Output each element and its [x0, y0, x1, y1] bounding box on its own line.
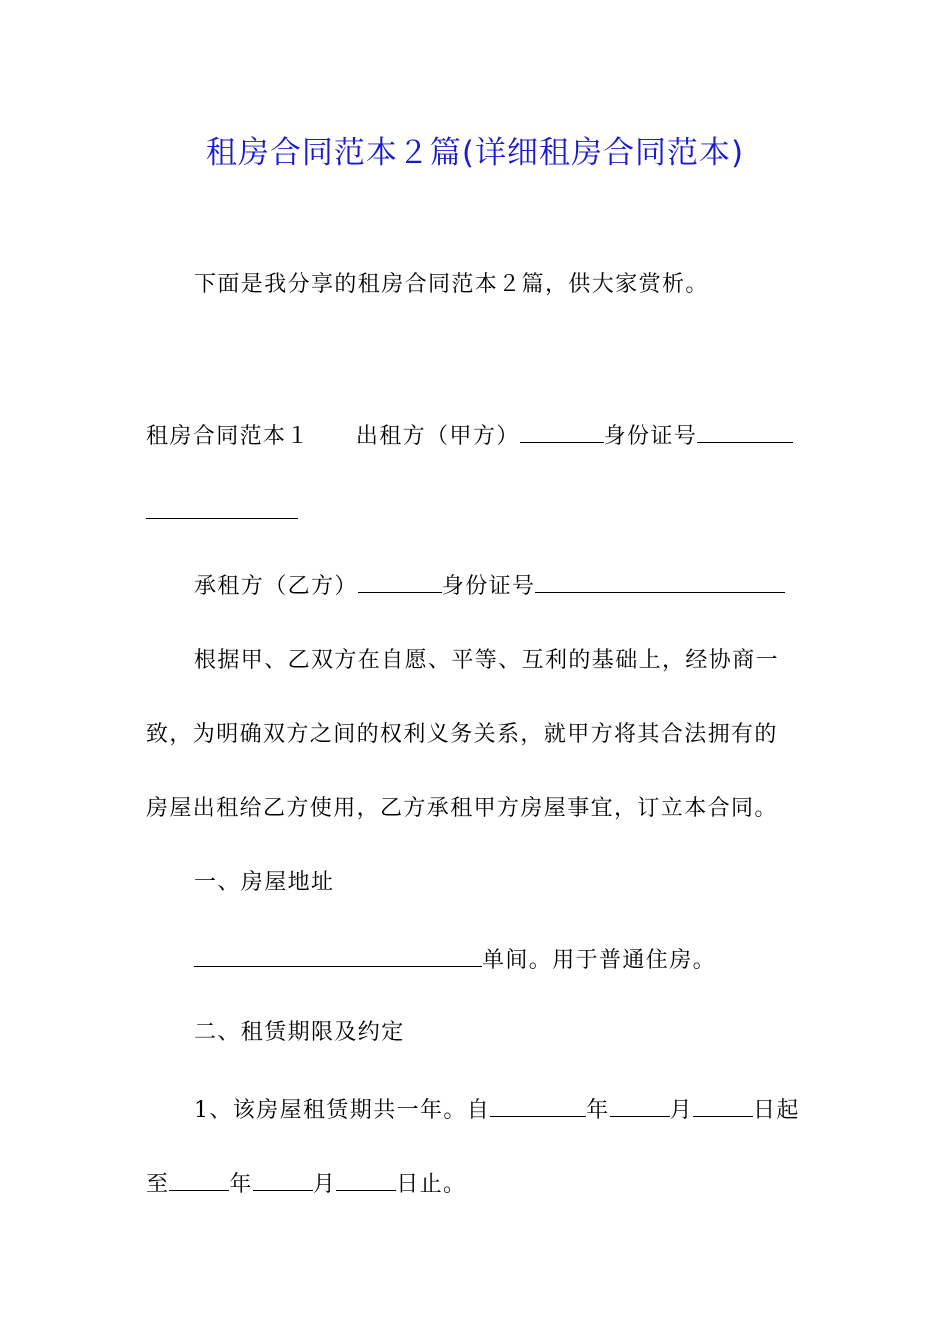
address-blank — [194, 944, 482, 967]
day-end-label: 日止。 — [396, 1172, 467, 1197]
agreement-paragraph-line-2: 致，为明确双方之间的权利义务关系，就甲方将其合法拥有的 — [146, 722, 778, 747]
document-title: 租房合同范本２篇(详细租房合同范本) — [205, 135, 745, 171]
end-month-blank — [253, 1168, 313, 1191]
end-year-blank — [169, 1168, 229, 1191]
month-label: 月 — [669, 1098, 694, 1123]
lessee-id-label: 身份证号 — [441, 574, 536, 599]
contract-heading: 租房合同范本１ — [146, 424, 310, 449]
start-month-blank — [610, 1094, 670, 1117]
agreement-paragraph-line-3: 房屋出租给乙方使用，乙方承租甲方房屋事宜，订立本合同。 — [146, 796, 778, 821]
lessor-id-blank — [697, 420, 793, 443]
lessor-label: 出租方（甲方） — [355, 424, 520, 449]
address-line — [194, 944, 716, 976]
term-start-line — [194, 1094, 800, 1126]
section-term-title: 二、租赁期限及约定 — [194, 1020, 405, 1045]
day-start-label: 日起 — [753, 1098, 800, 1123]
year-label: 年 — [586, 1098, 610, 1123]
address-suffix: 单间。用于普通住房。 — [482, 948, 717, 973]
lessor-id-blank-continued — [146, 496, 298, 519]
month-label-end: 月 — [312, 1172, 337, 1197]
lessor-name-blank — [520, 420, 604, 443]
lessee-id-blank — [535, 570, 785, 593]
lessee-line — [194, 570, 785, 602]
lessor-id-label: 身份证号 — [603, 424, 698, 449]
section-address-title: 一、房屋地址 — [194, 870, 335, 895]
to-label: 至 — [146, 1172, 170, 1197]
lessor-id-continuation — [146, 496, 298, 528]
intro-paragraph: 下面是我分享的租房合同范本２篇，供大家赏析。 — [194, 272, 709, 297]
lessee-label: 承租方（乙方） — [194, 574, 358, 599]
year-label-end: 年 — [229, 1172, 253, 1197]
agreement-paragraph-line-1: 根据甲、乙双方在自愿、平等、互利的基础上，经协商一 — [194, 648, 780, 673]
term-prefix: 1、该房屋租赁期共一年。自 — [194, 1098, 491, 1123]
lessee-name-blank — [358, 570, 442, 593]
end-day-blank — [336, 1168, 396, 1191]
term-end-line — [146, 1168, 466, 1200]
start-year-blank — [490, 1094, 586, 1117]
lessor-line — [146, 420, 793, 452]
start-day-blank — [693, 1094, 753, 1117]
